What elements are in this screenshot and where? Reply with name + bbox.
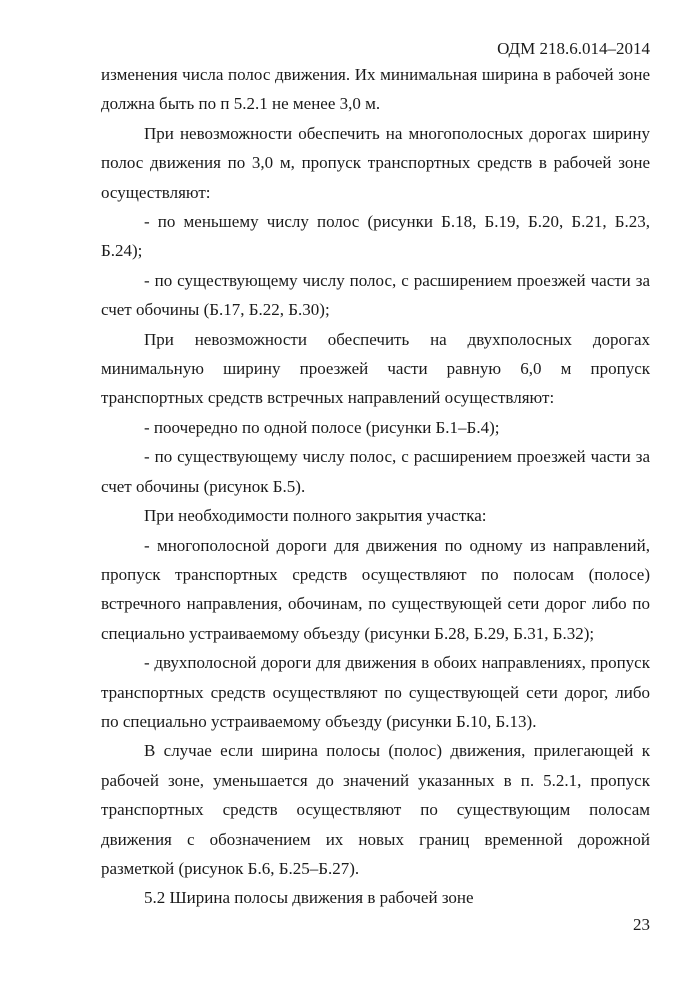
paragraph: При невозможности обеспечить на многополосных дорогах ширину полос движения по 3,0 м, пропуск транспортных средств в рабочей зоне осуществляют:: [101, 123, 650, 202]
body-text: [101, 60, 650, 913]
page-number: 23: [633, 915, 650, 934]
list-item: - многополосной дороги для движения по одному из направлений, пропуск транспортных средств осуществляют по полосам (полосе) встречного направления, обочинам, по существующей сети дорог либо по специально устраиваемому объезду (рисунки Б.28, Б.29, Б.31, Б.32);: [101, 535, 650, 643]
paragraph: При невозможности обеспечить на двухполосных дорогах минимальную ширину проезжей части равную 6,0 м пропуск транспортных средств встречных направлений осуществляют:: [101, 329, 650, 408]
paragraph: изменения числа полос движения. Их минимальная ширина в рабочей зоне должна быть по п 5.2.1 не менее 3,0 м.: [101, 65, 650, 114]
list-item: - поочередно по одной полосе (рисунки Б.1–Б.4);: [144, 417, 500, 437]
list-item: - по меньшему числу полос (рисунки Б.18, Б.19, Б.20, Б.21, Б.23, Б.24);: [101, 212, 650, 261]
paragraph: В случае если ширина полосы (полос) движения, прилегающей к рабочей зоне, уменьшается до значений указанных в п. 5.2.1, пропуск транспортных средств осуществляют по существующим полосам движения с обозначением их новых границ временной дорожной разметкой (рисунок Б.6, Б.25–Б.27).: [101, 741, 650, 878]
list-item: - по существующему числу полос, с расширением проезжей части за счет обочины (Б.17, Б.22, Б.30);: [101, 270, 650, 320]
document-code: ОДМ 218.6.014–2014: [497, 39, 650, 58]
section-heading: 5.2 Ширина полосы движения в рабочей зоне: [144, 888, 474, 908]
list-item: - двухполосной дороги для движения в обоих направлениях, пропуск транспортных средств осуществляют по существующей сети дорог, либо по специально устраиваемому объезду (рисунки Б.10, Б.13).: [101, 653, 650, 731]
list-item: - по существующему числу полос, с расширением проезжей части за счет обочины (рисунок Б.5).: [101, 447, 650, 496]
paragraph: При необходимости полного закрытия участка:: [144, 506, 487, 526]
